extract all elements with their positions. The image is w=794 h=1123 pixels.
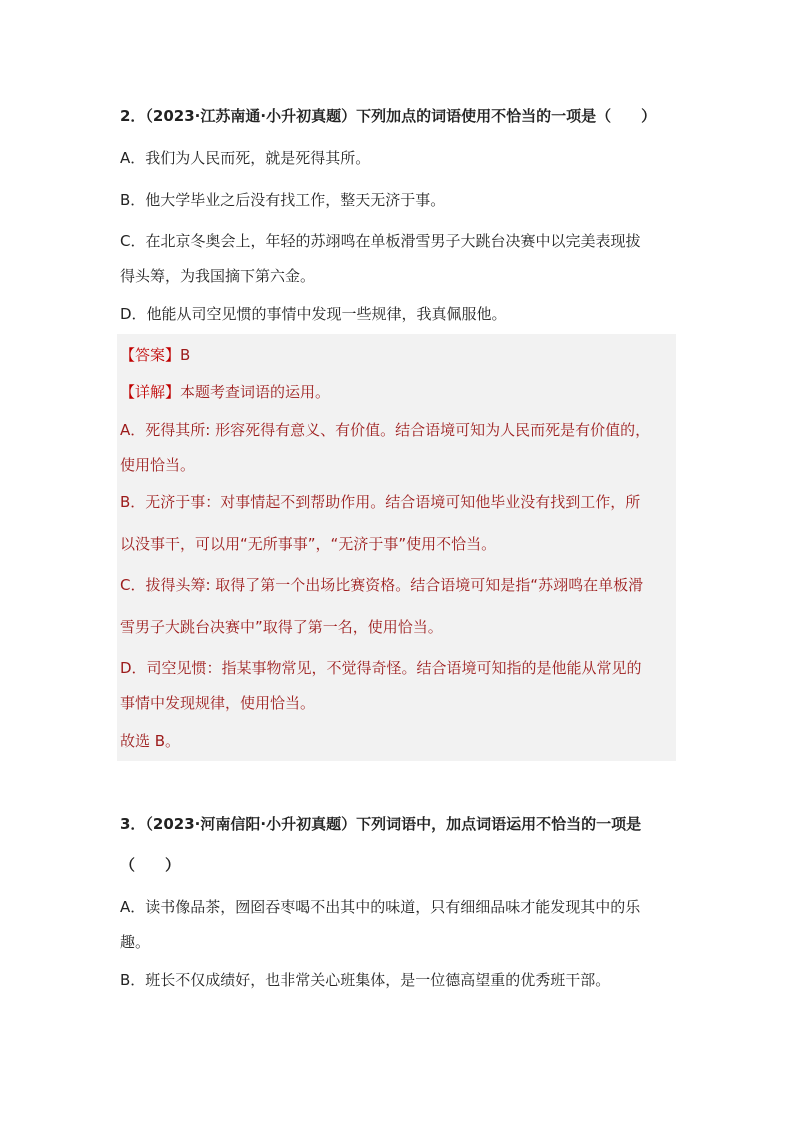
explanation-conclusion: 故选 B。 [120,732,181,750]
question-2-option-b: B．他大学毕业之后没有找工作，整天无济于事。 [120,191,446,209]
explanation-line-8: 事情中发现规律，使用恰当。 [120,694,316,712]
answer-value: B [180,346,191,364]
question-3-option-a-line-1: A．读书像品茶，囫囵吞枣喝不出其中的味道，只有细细品味才能发现其中的乐 [120,898,641,916]
question-2-source: 2．（2023·江苏南通·小升初真题） [120,107,357,125]
detail-label: 【详解】 [120,383,181,401]
question-2-option-c-line-1: C．在北京冬奥会上，年轻的苏翊鸣在单板滑雪男子大跳台决赛中以完美表现拔 [120,232,641,250]
question-2-option-c-line-2: 得头筹，为我国摘下第六金。 [120,267,316,285]
explanation-line-7: D．司空见惯：指某事物常见，不觉得奇怪。结合语境可知指的是他能从常见的 [120,659,642,677]
detail-line [120,382,680,402]
question-3-option-a-line-2: 趣。 [120,933,151,951]
question-3-title [120,814,680,834]
question-2-stem: 下列加点的词语使用不恰当的一项是（ ） [356,107,657,125]
detail-intro: 本题考查词语的运用。 [180,383,331,401]
answer-label: 【答案】 [120,346,181,364]
question-3-option-b: B．班长不仅成绩好，也非常关心班集体，是一位德高望重的优秀班干部。 [120,971,611,989]
explanation-line-6: 雪男子大跳台决赛中”取得了第一名，使用恰当。 [120,618,443,636]
answer-line [120,345,680,365]
question-2-title [120,106,680,126]
explanation-line-5: C．拔得头筹: 取得了第一个出场比赛资格。结合语境可知是指“苏翊鸣在单板滑 [120,576,644,594]
question-2-option-d: D．他能从司空见惯的事情中发现一些规律，我真佩服他。 [120,305,507,323]
explanation-line-3: B．无济于事：对事情起不到帮助作用。结合语境可知他毕业没有找到工作，所 [120,493,641,511]
explanation-line-1: A．死得其所: 形容死得有意义、有价值。结合语境可知为人民而死是有价值的， [120,421,651,439]
question-3-stem: 下列词语中，加点词语运用不恰当的一项是 [356,815,642,833]
question-2-option-a: A．我们为人民而死，就是死得其所。 [120,149,371,167]
explanation-line-4: 以没事干，可以用“无所事事”，“无济于事”使用不恰当。 [120,535,497,553]
question-3-source: 3．（2023·河南信阳·小升初真题） [120,815,357,833]
explanation-line-2: 使用恰当。 [120,456,196,474]
question-3-blank: （ ） [120,856,181,874]
